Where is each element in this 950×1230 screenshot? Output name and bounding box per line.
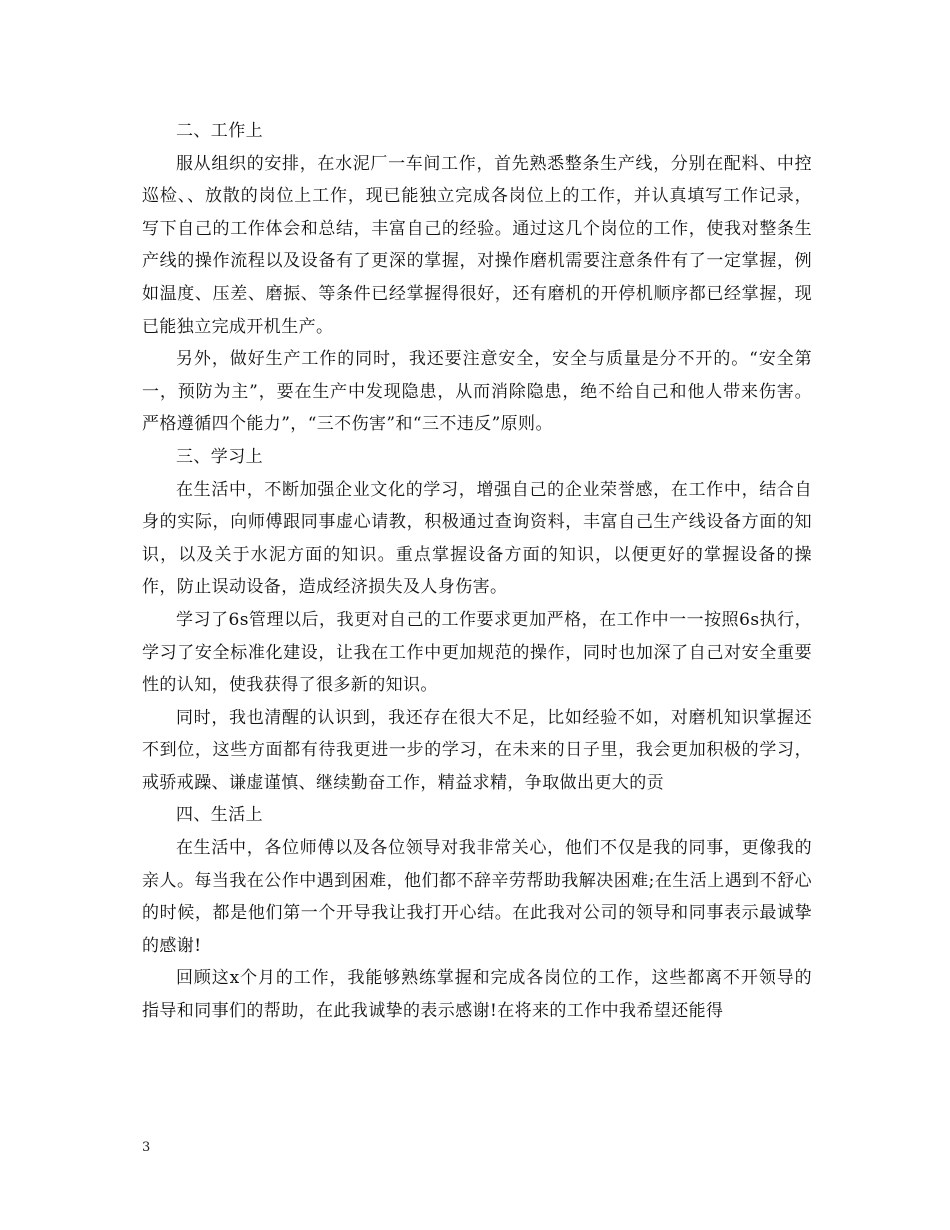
section-heading-work: 二、工作上 (176, 121, 263, 141)
section-heading-study: 三、学习上 (176, 446, 263, 467)
paragraph-work-duties: 服从组织的安排，在水泥厂一车间工作，首先熟悉整条生产线，分别在配料、中控巡检、、放散的岗位上工作，现已能独立完成各岗位上的工作，并认真填写工作记录，写下自己的工作体会和总结，丰富自己的经验。通过这几个岗位的工作，使我对整条生产线的操作流程以及设备有了更深的掌握，对操作磨机需要注意条件有了一定掌握，例如温度、压差、磨振、等条件已经掌握得很好，还有磨机的开停机顺序都已经掌握，现已能独立完成开机生产。 (142, 153, 812, 337)
paragraph-life-review: 回顾这x个月的工作，我能够熟练掌握和完成各岗位的工作，这些都离不开领导的指导和同事们的帮助，在此我诚挚的表示感谢!在将来的工作中我希望还能得 (142, 968, 812, 1022)
section-heading-life: 四、生活上 (176, 805, 263, 826)
page-number: 3 (142, 1140, 151, 1155)
paragraph-life-colleagues: 在生活中，各位师傅以及各位领导对我非常关心，他们不仅是我的同事，更像我的亲人。每当我在公作中遇到困难，他们都不辞辛劳帮助我解决困难;在生活上遇到不舒心的时候，都是他们第一个开导我让我打开心结。在此我对公司的领导和同事表示最诚挚的感谢! (142, 838, 812, 956)
paragraph-study-6s: 学习了6s管理以后，我更对自己的工作要求更加严格，在工作中一一按照6s执行，学习了安全标准化建设，让我在工作中更加规范的操作，同时也加深了自己对安全重要性的认知，使我获得了很多新的知识。 (142, 609, 812, 696)
paragraph-study-culture: 在生活中，不断加强企业文化的学习，增强自己的企业荣誉感，在工作中，结合自身的实际，向师傅跟同事虚心请教，积极通过查询资料，丰富自己生产线设备方面的知识，以及关于水泥方面的知识。重点掌握设备方面的知识，以便更好的掌握设备的操作，防止误动设备，造成经济损失及人身伤害。 (142, 479, 812, 598)
paragraph-study-shortcomings: 同时，我也清醒的认识到，我还存在很大不足，比如经验不如，对磨机知识掌握还不到位，这些方面都有待我更进一步的学习，在未来的日子里，我会更加积极的学习，戒骄戒躁、谦虚谨慎、继续勤奋工作，精益求精，争取做出更大的贡 (142, 707, 812, 793)
paragraph-work-safety: 另外，做好生产工作的同时，我还要注意安全，安全与质量是分不开的。“安全第一，预防为主”，要在生产中发现隐患，从而消除隐患，绝不给自己和他人带来伤害。严格遵循四个能力”，“三不伤害”和“三不违反”原则。 (142, 349, 812, 435)
document-body (142, 115, 812, 1028)
